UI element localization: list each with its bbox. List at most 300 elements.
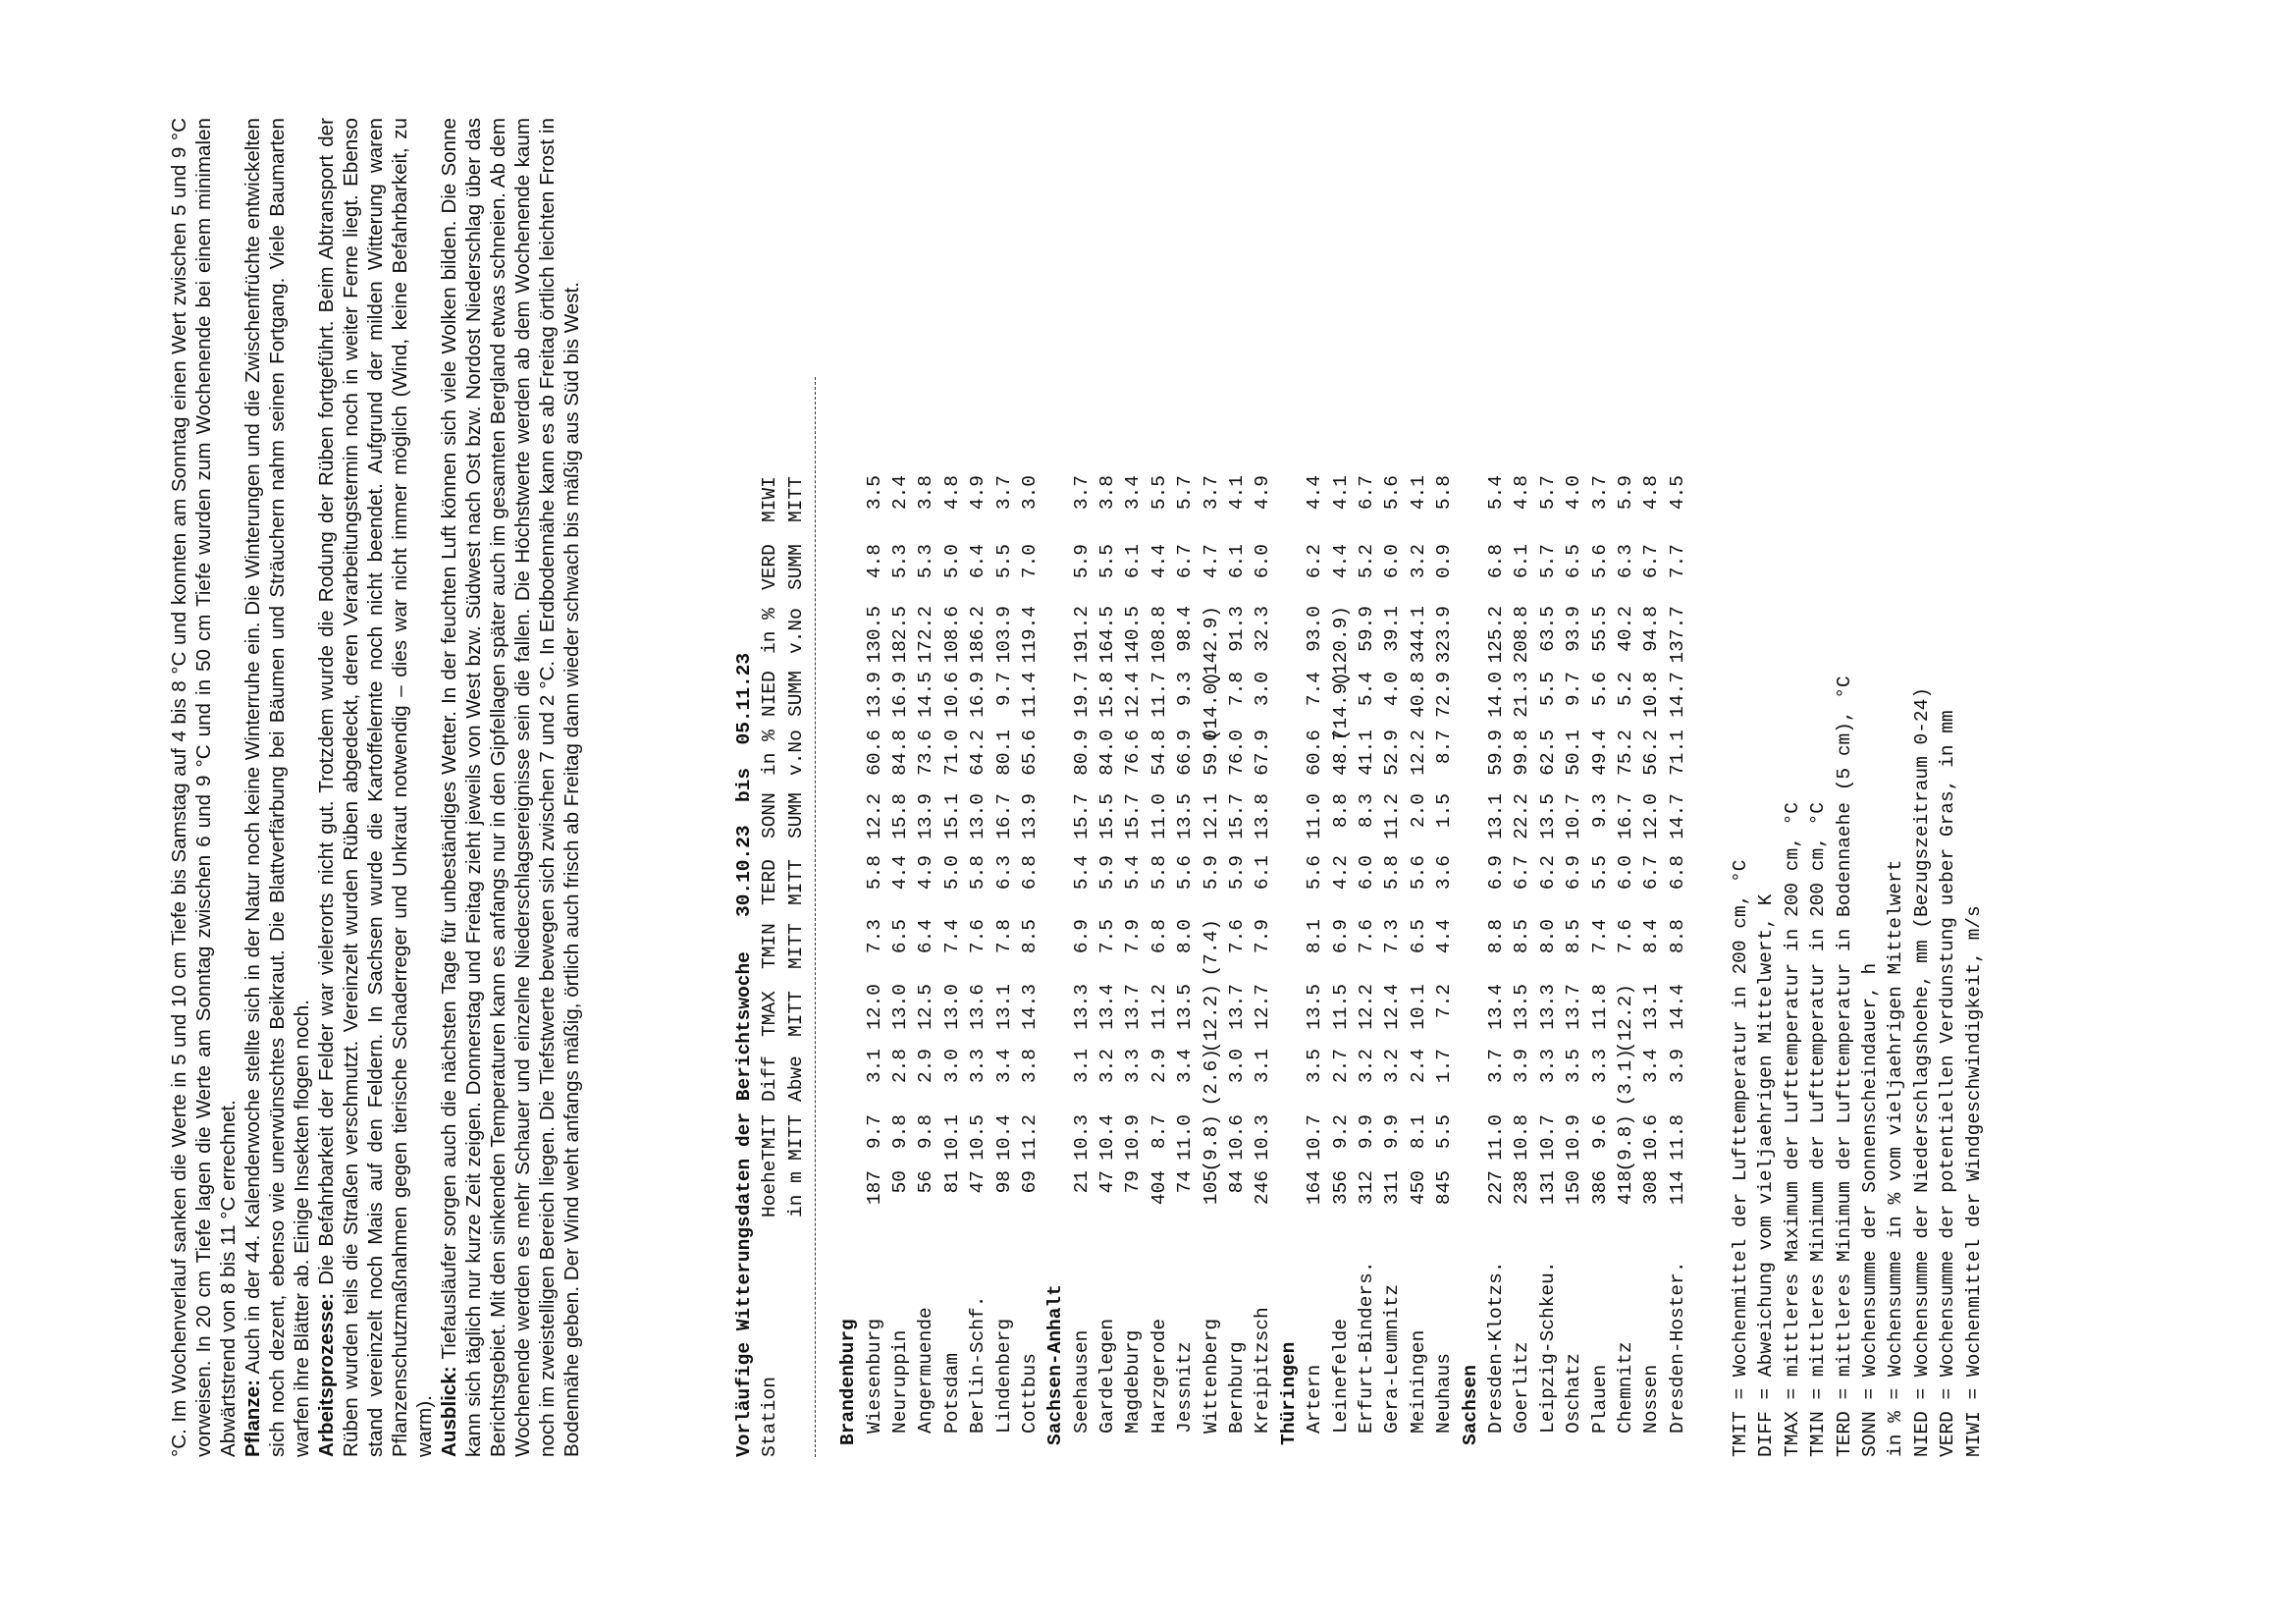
value-cell: 6.1 [1226, 544, 1249, 579]
value-cell: 418 [1614, 1170, 1636, 1206]
value-cell: 48.7 [1329, 730, 1352, 776]
value-cell: 8.7 [1148, 1114, 1170, 1150]
header-cell: VERD [759, 544, 781, 590]
value-cell: 3.1 [1070, 1049, 1093, 1084]
table-row [1302, 118, 1327, 1457]
table-row [1431, 118, 1457, 1457]
value-cell: 7.5 [1096, 919, 1119, 954]
value-cell: (14.0) [1200, 672, 1222, 741]
value-cell: 7.4 [940, 919, 963, 954]
value-cell: 14.0 [1484, 672, 1507, 718]
legend-item: TERD = mittleres Minimum der Lufttemperatur in Bodennaehe (5 cm), °C [1833, 676, 1855, 1457]
value-cell: 56 [915, 1170, 937, 1194]
value-cell: 9.9 [1381, 1114, 1404, 1150]
value-cell: 13.3 [1070, 984, 1093, 1030]
value-cell: 7.3 [863, 919, 885, 954]
value-cell: 10.7 [1304, 1114, 1326, 1161]
station-name: Neuhaus [1433, 1353, 1456, 1434]
table-title: Vorläufige Witterungsdaten der Berichtswoche 30.10.23 bis 05.11.23 [733, 652, 755, 1457]
value-cell: 208.8 [1511, 606, 1533, 664]
value-cell: 103.9 [992, 606, 1015, 664]
value-cell: 4.8 [1511, 475, 1533, 511]
value-cell: 81 [940, 1170, 963, 1194]
value-cell: 5.0 [940, 855, 963, 891]
value-cell: 3.4 [1174, 1049, 1197, 1084]
value-cell: 76.6 [1122, 730, 1145, 776]
value-cell: 11.0 [1484, 1114, 1507, 1161]
value-cell: 119.4 [1018, 606, 1041, 664]
value-cell: 9.7 [863, 1114, 885, 1150]
value-cell: 4.4 [1304, 475, 1326, 511]
value-cell: 13.5 [1536, 793, 1559, 839]
table-header-row [783, 118, 809, 1457]
value-cell: 10.1 [940, 1114, 963, 1161]
value-cell: 11.5 [1329, 984, 1352, 1030]
value-cell: 10.4 [992, 1114, 1015, 1161]
value-cell: 130.5 [863, 606, 885, 664]
value-cell: 3.3 [1588, 1049, 1611, 1084]
outlook-text: Tiefausläufer sorgen auch die nächsten Tage für unbeständiges Wetter. In der feuchten Luft können sich viele Wolken bilden. Die Sonne kann sich täglich nur kurze Zeit zeigen. Donnerstag und Freitag zieht jeweils von West bzw. Südwest nach Ost bzw. Nordost Niederschlag über das Berichtsgebiet. Mit den sinkenden Temperaturen kann es anfangs nur in den Gipfellagen später auch im gesamten Bergland etwas schneien. Ab dem Wochenende werden es mehr Schauer und einzelne Niederschlagsereignisse sein die fallen. Die Höchstwerte werden ab dem Wochenende kaum noch im zweistelligen Bereich liegen. Die Tiefstwerte bewegen sich zwischen 7 und 2 °C. In Erdbodennähe kann es ab Freitag örtlich leichten Frost in Bodennähe geben. Der Wind weht anfangs mäßig, örtlich auch frisch ab Freitag dann wieder schwach bis mäßig aus Süd bis West. [438, 118, 583, 1457]
value-cell: 13.1 [1484, 793, 1507, 839]
value-cell: 12.4 [1381, 984, 1404, 1030]
value-cell: 2.4 [888, 475, 911, 511]
value-cell: 8.1 [1304, 919, 1326, 954]
value-cell: 450 [1407, 1170, 1429, 1206]
value-cell: 5.5 [1536, 672, 1559, 707]
value-cell: 7.9 [1252, 919, 1274, 954]
value-cell: 5.2 [1355, 544, 1377, 579]
value-cell: 6.7 [1640, 544, 1663, 579]
value-cell: 10.1 [1407, 984, 1429, 1030]
value-cell: 5.9 [1200, 855, 1222, 891]
plant-paragraph [240, 118, 314, 1457]
value-cell: 8.8 [1329, 793, 1352, 829]
value-cell: (12.2) [1200, 984, 1222, 1054]
outlook-paragraph [437, 118, 584, 1457]
value-cell: 12.2 [1407, 730, 1429, 776]
value-cell: 5.5 [1148, 475, 1170, 511]
value-cell: 13.9 [1018, 793, 1041, 839]
outlook-label: Ausblick: [438, 1366, 460, 1457]
station-name: Artern [1304, 1364, 1326, 1434]
value-cell: 14.4 [1666, 984, 1688, 1030]
value-cell: 99.8 [1511, 730, 1533, 776]
table-row [1172, 118, 1198, 1457]
value-cell: 3.7 [1588, 475, 1611, 511]
value-cell: (12.2) [1614, 984, 1636, 1054]
value-cell: 5.8 [1148, 855, 1170, 891]
value-cell: 6.0 [1252, 544, 1274, 579]
value-cell: 311 [1381, 1170, 1404, 1206]
value-cell: 69 [1018, 1170, 1041, 1194]
value-cell: 6.2 [1536, 855, 1559, 891]
header-cell: TMAX [759, 991, 781, 1037]
value-cell: 8.3 [1355, 793, 1377, 829]
value-cell: 13.0 [967, 793, 989, 839]
value-cell: 9.8 [888, 1114, 911, 1150]
value-cell: 3.8 [1096, 475, 1119, 511]
plant-text: Auch in der 44. Kalenderwoche stellte sich in der Natur noch keine Winterruhe ein. Die Winterungen und die Zwischenfrüchte entwickelten sich noch dezent, ebenso wie unerwünschtes Beikraut. Die Blattverfärbung bei Bäumen und Sträuchern nahm seinen Fortgang. Viele Baumarten warfen ihre Blätter ab. Einige Insekten flogen noch. [241, 118, 313, 1457]
value-cell: 6.8 [1018, 855, 1041, 891]
station-name: Lindenberg [992, 1318, 1015, 1434]
table-row [862, 118, 887, 1457]
value-cell: 5.3 [915, 544, 937, 579]
value-cell: 21.3 [1511, 672, 1533, 718]
value-cell: 13.5 [1511, 984, 1533, 1030]
value-cell: 4.4 [1329, 544, 1352, 579]
header-cell: MITT [784, 859, 807, 905]
value-cell: 7.6 [1614, 919, 1636, 954]
value-cell: 14.5 [915, 672, 937, 718]
station-name: Dresden-Klotzs. [1484, 1261, 1507, 1434]
value-cell: 47 [1096, 1170, 1119, 1194]
report-text [167, 118, 584, 1457]
value-cell: 6.5 [888, 919, 911, 954]
value-cell: 7.6 [1226, 919, 1249, 954]
legend-item: DIFF = Abweichung vom vieljaehrigen Mittelwert, K [1755, 893, 1778, 1457]
value-cell: 13.4 [1484, 984, 1507, 1030]
value-cell: 4.2 [1329, 855, 1352, 891]
header-cell: TMIN [759, 923, 781, 969]
header-cell: SUMM [784, 792, 807, 839]
value-cell: 5.4 [1484, 475, 1507, 511]
value-cell: 3.7 [992, 475, 1015, 511]
value-cell: 7.4 [1588, 919, 1611, 954]
value-cell: 91.3 [1226, 606, 1249, 652]
header-cell: MIWI [759, 476, 781, 522]
value-cell: 13.5 [1304, 984, 1326, 1030]
value-cell: 5.8 [863, 855, 885, 891]
value-cell: 84 [1226, 1170, 1249, 1194]
value-cell: 8.0 [1536, 919, 1559, 954]
table-row [1224, 118, 1250, 1457]
value-cell: 404 [1148, 1170, 1170, 1206]
value-cell: 84.8 [888, 730, 911, 776]
value-cell: 4.1 [1329, 475, 1352, 511]
value-cell: 15.1 [940, 793, 963, 839]
value-cell: 3.7 [1484, 1049, 1507, 1084]
value-cell: 5.5 [992, 544, 1015, 579]
value-cell: 5.5 [1588, 855, 1611, 891]
value-cell: 4.9 [915, 855, 937, 891]
table-row [1509, 118, 1534, 1457]
value-cell: 13.7 [1226, 984, 1249, 1030]
value-cell: 5.7 [1536, 475, 1559, 511]
value-cell: 6.2 [1304, 544, 1326, 579]
station-name: Wiesenburg [863, 1318, 885, 1434]
value-cell: 40.2 [1614, 606, 1636, 652]
value-cell: 5.6 [1381, 475, 1404, 511]
rotated-page [167, 118, 2296, 1457]
region-name: Thüringen [1277, 1341, 1300, 1445]
station-name: Cottbus [1018, 1353, 1041, 1434]
value-cell: 2.4 [1407, 1049, 1429, 1084]
value-cell: 5.5 [1096, 544, 1119, 579]
station-name: Harzgerode [1148, 1318, 1170, 1434]
value-cell: 2.0 [1407, 793, 1429, 829]
value-cell: 13.0 [940, 984, 963, 1030]
table-row [965, 118, 990, 1457]
value-cell: 9.6 [1588, 1114, 1611, 1150]
header-cell: MITT [784, 923, 807, 969]
value-cell: 13.0 [888, 984, 911, 1030]
value-cell: 71.0 [940, 730, 963, 776]
value-cell: 5.8 [967, 855, 989, 891]
value-cell: 11.2 [1018, 1114, 1041, 1161]
value-cell: 131 [1536, 1170, 1559, 1206]
value-cell: 6.5 [1563, 544, 1585, 579]
station-name: Angermuende [915, 1307, 937, 1434]
table-row [1017, 118, 1042, 1457]
header-cell: Abwe [784, 1056, 807, 1102]
value-cell: 191.2 [1070, 606, 1093, 664]
value-cell: 312 [1355, 1170, 1377, 1206]
soil-temperature-paragraph: °C. Im Wochenverlauf sanken die Werte in 5 und 10 cm Tiefe bis Samstag auf 4 bis 8 °C und konnten am Sonntag einen Wert zwischen 5 und 9 °C vorweisen. In 20 cm Tiefe lagen die Werte am Sonntag zwischen 6 und 9 °C und in 50 cm Tiefe wurden zum Wochenende bei einem minimalen Abwärtstrend von 8 bis 11 °C errechnet. [168, 118, 240, 1457]
value-cell: 4.0 [1563, 475, 1585, 511]
value-cell: 10.5 [967, 1114, 989, 1161]
value-cell: 186.2 [967, 606, 989, 664]
value-cell: 4.9 [1252, 475, 1274, 511]
value-cell: 93.0 [1304, 606, 1326, 652]
header-divider [815, 377, 828, 1457]
legend-item: TMIT = Wochenmittel der Lufttemperatur in 200 cm, °C [1730, 859, 1752, 1457]
value-cell: 5.6 [1407, 855, 1429, 891]
value-cell: 13.9 [863, 672, 885, 718]
value-cell: 3.0 [1252, 672, 1274, 707]
value-cell: 3.2 [1355, 1049, 1377, 1084]
value-cell: 41.1 [1355, 730, 1377, 776]
value-cell: 3.2 [1096, 1049, 1119, 1084]
value-cell: 3.0 [940, 1049, 963, 1084]
header-cell: MITT [784, 991, 807, 1037]
value-cell: 6.5 [1407, 919, 1429, 954]
value-cell: 63.5 [1536, 606, 1559, 652]
work-processes-label: Arbeitsprozesse: [315, 1292, 338, 1457]
value-cell: 6.4 [915, 919, 937, 954]
value-cell: 5.6 [1304, 855, 1326, 891]
value-cell: 13.6 [967, 984, 989, 1030]
header-cell: NIED [759, 671, 781, 717]
header-cell: v.No [784, 608, 807, 654]
legend-item: MIWI = Wochenmittel der Windgeschwindigkeit, m/s [1962, 905, 1985, 1457]
value-cell: 3.3 [1122, 1049, 1145, 1084]
legend-item: TMIN = mittleres Minimum der Lufttemperatur in 200 cm, °C [1807, 801, 1830, 1457]
value-cell: 14.7 [1666, 793, 1688, 839]
value-cell: 4.4 [888, 855, 911, 891]
station-name: Seehausen [1070, 1329, 1093, 1434]
value-cell: 5.9 [1070, 544, 1093, 579]
value-cell: 7.0 [1018, 544, 1041, 579]
value-cell: 64.2 [967, 730, 989, 776]
value-cell: 108.6 [940, 606, 963, 664]
region-heading [835, 118, 861, 1457]
station-name: Dresden-Hoster. [1666, 1261, 1688, 1434]
region-heading [1042, 118, 1068, 1457]
station-name: Kreipitzsch [1252, 1307, 1274, 1434]
station-name: Berlin-Schf. [967, 1295, 989, 1434]
value-cell: 40.8 [1407, 672, 1429, 718]
value-cell: 164 [1304, 1170, 1326, 1206]
header-cell: v.No [784, 730, 807, 776]
value-cell: 308 [1640, 1170, 1663, 1206]
value-cell: 6.7 [1511, 855, 1533, 891]
value-cell: 14.7 [1666, 672, 1688, 718]
header-cell: Diff [759, 1056, 781, 1102]
value-cell: 386 [1588, 1170, 1611, 1206]
value-cell: 3.9 [1666, 1049, 1688, 1084]
station-name: Potsdam [940, 1353, 963, 1434]
value-cell: 62.5 [1536, 730, 1559, 776]
value-cell: (9.8) [1614, 1114, 1636, 1172]
value-cell: 150 [1563, 1170, 1585, 1206]
value-cell: 39.1 [1381, 606, 1404, 652]
station-name: Gera-Leumnitz [1381, 1283, 1404, 1434]
table-row [1561, 118, 1586, 1457]
value-cell: 74 [1174, 1170, 1197, 1194]
table-row [1120, 118, 1146, 1457]
value-cell: 13.4 [1096, 984, 1119, 1030]
value-cell: 15.5 [1096, 793, 1119, 839]
value-cell: 13.1 [1640, 984, 1663, 1030]
value-cell: 5.4 [1070, 855, 1093, 891]
header-cell: SUMM [784, 671, 807, 717]
value-cell: 59.9 [1484, 730, 1507, 776]
value-cell: 4.9 [967, 475, 989, 511]
weather-table [757, 118, 1690, 1457]
value-cell: 22.2 [1511, 793, 1533, 839]
value-cell: 16.7 [992, 793, 1015, 839]
table-row [939, 118, 965, 1457]
value-cell: 238 [1511, 1170, 1533, 1206]
table-row [887, 118, 913, 1457]
value-cell: 76.0 [1226, 730, 1249, 776]
value-cell: 5.5 [1433, 1114, 1456, 1150]
value-cell: 0.9 [1433, 544, 1456, 579]
value-cell: 3.8 [915, 475, 937, 511]
value-cell: 4.7 [1200, 544, 1222, 579]
value-cell: 56.2 [1640, 730, 1663, 776]
value-cell: 3.1 [1252, 1049, 1274, 1084]
value-cell: 12.1 [1200, 793, 1222, 839]
value-cell: 7.6 [967, 919, 989, 954]
value-cell: 1.5 [1433, 793, 1456, 829]
value-cell: 5.4 [1122, 855, 1145, 891]
header-cell: MITT [784, 476, 807, 522]
value-cell: 13.3 [1536, 984, 1559, 1030]
value-cell: 9.9 [1355, 1114, 1377, 1150]
value-cell: 3.4 [1122, 475, 1145, 511]
table-row [1483, 118, 1509, 1457]
value-cell: 5.6 [1174, 855, 1197, 891]
value-cell: 9.8 [915, 1114, 937, 1150]
value-cell: 6.1 [1122, 544, 1145, 579]
value-cell: 72.9 [1433, 672, 1456, 718]
table-row [1095, 118, 1120, 1457]
value-cell: 8.1 [1407, 1114, 1429, 1150]
value-cell: 344.1 [1407, 606, 1429, 664]
value-cell: 1.7 [1433, 1049, 1456, 1084]
value-cell: 8.0 [1174, 919, 1197, 954]
value-cell: 7.9 [1122, 919, 1145, 954]
value-cell: 11.2 [1381, 793, 1404, 839]
header-cell: Station [759, 1377, 781, 1457]
value-cell: 10.3 [1070, 1114, 1093, 1161]
value-cell: 13.8 [1252, 793, 1274, 839]
value-cell: 3.8 [1018, 1049, 1041, 1084]
value-cell: 5.6 [1588, 672, 1611, 707]
value-cell: 66.9 [1174, 730, 1197, 776]
value-cell: 2.7 [1329, 1049, 1352, 1084]
value-cell: 7.4 [1304, 672, 1326, 707]
value-cell: 6.7 [1355, 475, 1377, 511]
station-name: Gardelegen [1096, 1318, 1119, 1434]
station-name: Wittenberg [1200, 1318, 1222, 1434]
table-row [1199, 118, 1224, 1457]
value-cell: (2.6) [1200, 1049, 1222, 1107]
table-row [1613, 118, 1638, 1457]
value-cell: 5.7 [1536, 544, 1559, 579]
value-cell: 75.2 [1614, 730, 1636, 776]
value-cell: 14.3 [1018, 984, 1041, 1030]
value-cell: 93.9 [1563, 606, 1585, 652]
value-cell: 6.8 [1148, 919, 1170, 954]
value-cell: 6.8 [1484, 544, 1507, 579]
value-cell: 13.9 [915, 793, 937, 839]
value-cell: 8.8 [1484, 919, 1507, 954]
value-cell: 5.9 [1226, 855, 1249, 891]
value-cell: 108.8 [1148, 606, 1170, 664]
value-cell: 6.9 [1070, 919, 1093, 954]
value-cell: 9.7 [1563, 672, 1585, 707]
value-cell: 140.5 [1122, 606, 1145, 664]
value-cell: 13.7 [1563, 984, 1585, 1030]
value-cell: 13.7 [1122, 984, 1145, 1030]
value-cell: 11.8 [1666, 1114, 1688, 1161]
value-cell: 8.5 [1563, 919, 1585, 954]
value-cell: 187 [863, 1170, 885, 1206]
value-cell: 80.9 [1070, 730, 1093, 776]
value-cell: 3.3 [1536, 1049, 1559, 1084]
value-cell: 4.1 [1407, 475, 1429, 511]
abbreviation-legend [1728, 118, 1987, 1457]
legend-item: TMAX = mittleres Maximum der Lufttemperatur in 200 cm, °C [1781, 801, 1803, 1457]
station-name: Magdeburg [1122, 1329, 1145, 1434]
table-row [913, 118, 938, 1457]
value-cell: 5.0 [940, 544, 963, 579]
value-cell: 3.5 [1304, 1049, 1326, 1084]
value-cell: 6.3 [992, 855, 1015, 891]
value-cell: 15.7 [1070, 793, 1093, 839]
value-cell: 6.7 [1174, 544, 1197, 579]
value-cell: 71.1 [1666, 730, 1688, 776]
value-cell: 6.0 [1355, 855, 1377, 891]
station-name: Oschatz [1563, 1353, 1585, 1434]
value-cell: 3.4 [992, 1049, 1015, 1084]
header-cell: MITT [784, 1114, 807, 1161]
value-cell: 10.3 [1252, 1114, 1274, 1161]
value-cell: 172.2 [915, 606, 937, 664]
value-cell: 6.1 [1252, 855, 1274, 891]
legend-item: SONN = Wochensumme der Sonnenscheindauer, h [1859, 962, 1882, 1457]
station-name: Meiningen [1407, 1329, 1429, 1434]
value-cell: 8.8 [1666, 919, 1688, 954]
value-cell: 13.5 [1174, 793, 1197, 839]
work-processes-text: Die Befahrbarkeit der Felder war vielerorts nicht gut. Trotzdem wurde die Rodung der Rüben fortgeführt. Beim Abtransport der Rüben wurden teils die Straßen verschmutzt. Vereinzelt wurden Rüben abgedeckt, deren Verarbeitungstermin noch in weiter Ferne liegt. Ebenso stand vereinzelt noch Mais auf den Feldern. In Sachsen wurde die Kartoffelernte noch nicht beendet. Aufgrund der milden Witterung waren Pflanzenschutzmaßnahmen gegen tierische Schaderreger und Unkraut notwendig – dies war nicht immer möglich (Wind, keine Befahrbarkeit, zu warm). [315, 118, 436, 1457]
station-name: Leipzig-Schkeu. [1536, 1261, 1559, 1434]
value-cell: 12.0 [1640, 793, 1663, 839]
value-cell: 105 [1200, 1170, 1222, 1206]
station-name: Goerlitz [1511, 1341, 1533, 1434]
